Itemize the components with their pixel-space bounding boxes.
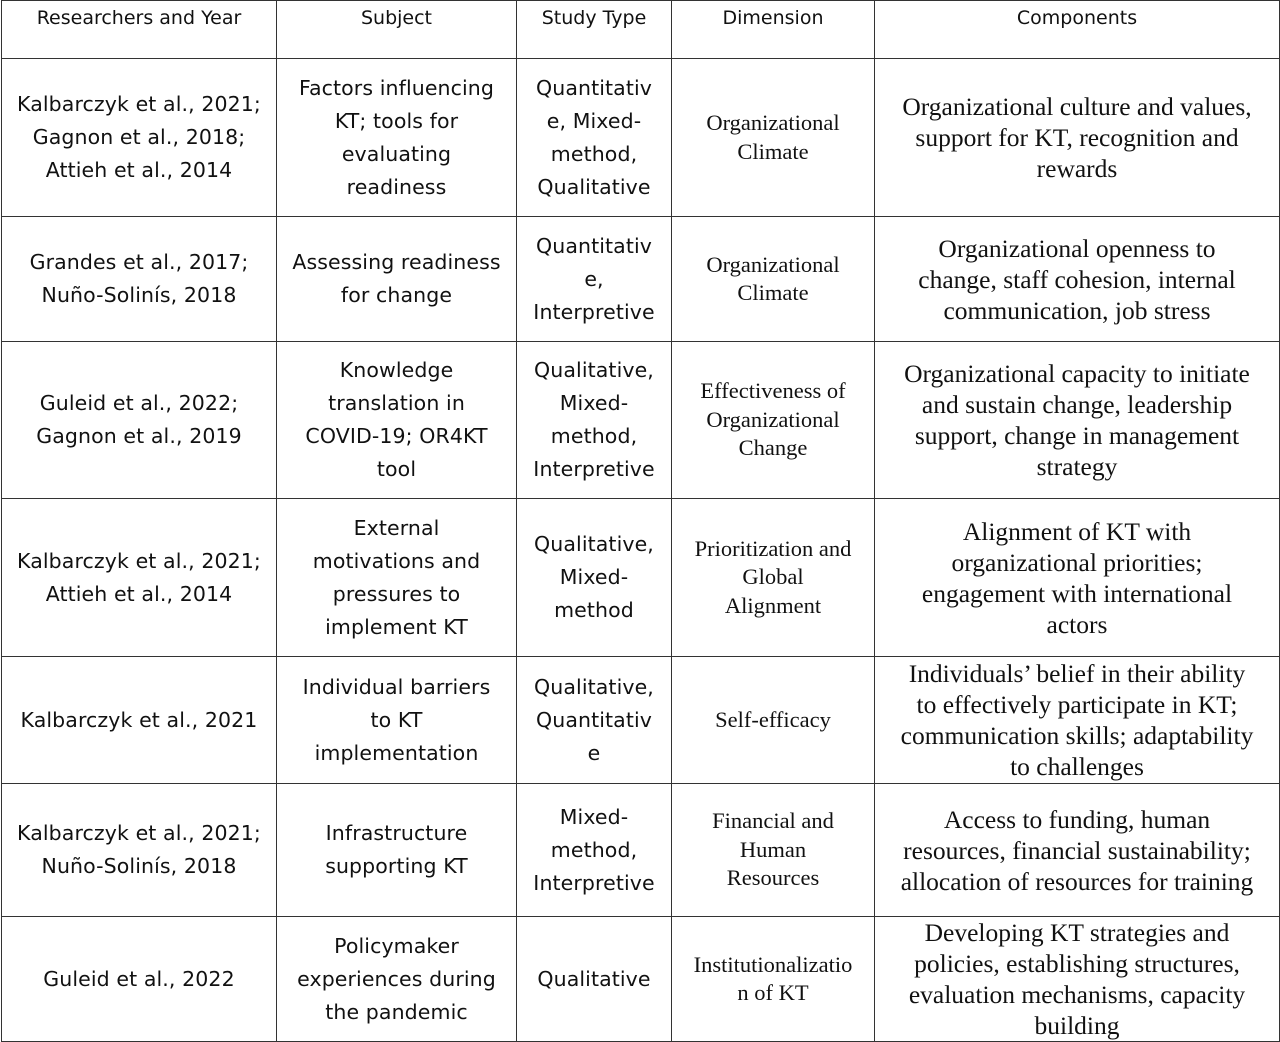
components-cell: Developing KT strategies and policies, establishing structures, evaluation mechanisms, capacity building [875,917,1280,1042]
researchers-cell: Kalbarczyk et al., 2021; Nuño-Solinís, 2018 [2,784,277,917]
table-row [2,499,1280,657]
subject-cell: Assessing readiness for change [277,217,517,342]
components-cell: Individuals’ belief in their ability to effectively participate in KT; communication skills; adaptability to challenges [875,657,1280,784]
header-study-type: Study Type [517,1,672,59]
dimension-cell: Prioritization and Global Alignment [672,499,875,657]
dimension-cell: Institutionalizatio n of KT [672,917,875,1042]
researchers-cell: Grandes et al., 2017; Nuño-Solinís, 2018 [2,217,277,342]
table-row [2,657,1280,784]
subject-cell: Factors influencing KT; tools for evaluating readiness [277,59,517,217]
table-header [2,1,1280,59]
table-row [2,342,1280,499]
study-type-cell: Qualitative, Mixed- method, Interpretive [517,342,672,499]
study-type-cell: Qualitative [517,917,672,1042]
dimension-cell: Financial and Human Resources [672,784,875,917]
components-cell: Alignment of KT with organizational priorities; engagement with international actors [875,499,1280,657]
study-type-cell: Mixed- method, Interpretive [517,784,672,917]
researchers-cell: Guleid et al., 2022 [2,917,277,1042]
table-row [2,217,1280,342]
components-cell: Organizational openness to change, staff cohesion, internal communication, job stress [875,217,1280,342]
kt-dimensions-table [1,0,1280,1042]
header-subject: Subject [277,1,517,59]
study-type-cell: Qualitative, Quantitativ e [517,657,672,784]
components-cell: Organizational culture and values, support for KT, recognition and rewards [875,59,1280,217]
header-researchers: Researchers and Year [2,1,277,59]
table-row [2,59,1280,217]
components-cell: Access to funding, human resources, financial sustainability; allocation of resources for training [875,784,1280,917]
researchers-cell: Kalbarczyk et al., 2021 [2,657,277,784]
dimension-cell: Organizational Climate [672,217,875,342]
header-row [2,1,1280,59]
study-type-cell: Quantitativ e, Mixed- method, Qualitative [517,59,672,217]
components-cell: Organizational capacity to initiate and sustain change, leadership support, change in management strategy [875,342,1280,499]
table-row [2,784,1280,917]
subject-cell: External motivations and pressures to implement KT [277,499,517,657]
table-row [2,917,1280,1042]
study-type-cell: Qualitative, Mixed- method [517,499,672,657]
subject-cell: Infrastructure supporting KT [277,784,517,917]
dimension-cell: Organizational Climate [672,59,875,217]
dimension-cell: Self-efficacy [672,657,875,784]
subject-cell: Knowledge translation in COVID-19; OR4KT tool [277,342,517,499]
subject-cell: Individual barriers to KT implementation [277,657,517,784]
study-type-cell: Quantitativ e, Interpretive [517,217,672,342]
researchers-cell: Kalbarczyk et al., 2021; Attieh et al., 2014 [2,499,277,657]
researchers-cell: Guleid et al., 2022; Gagnon et al., 2019 [2,342,277,499]
header-components: Components [875,1,1280,59]
table-body [2,59,1280,1042]
researchers-cell: Kalbarczyk et al., 2021; Gagnon et al., 2018; Attieh et al., 2014 [2,59,277,217]
header-dimension: Dimension [672,1,875,59]
dimension-cell: Effectiveness of Organizational Change [672,342,875,499]
subject-cell: Policymaker experiences during the pandemic [277,917,517,1042]
